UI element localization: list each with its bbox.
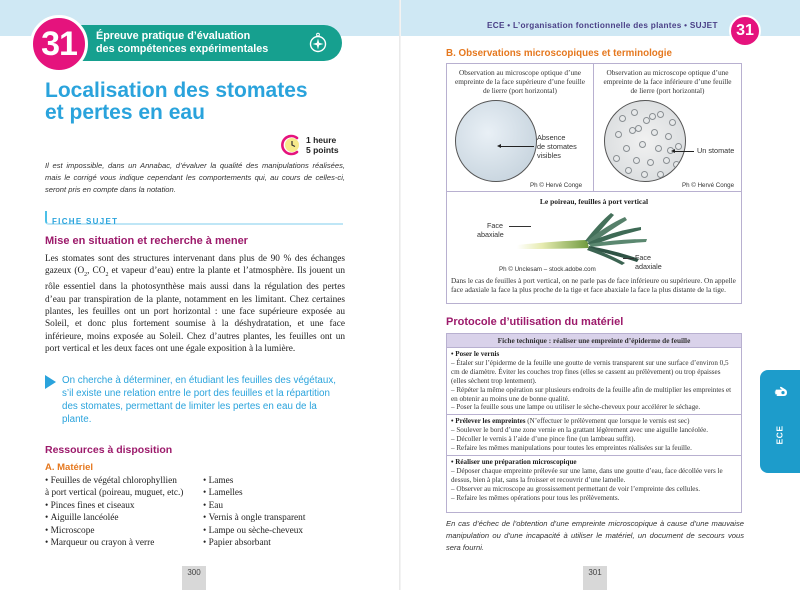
stoma-mark [669, 119, 676, 126]
stoma-mark [649, 113, 656, 120]
step-title: • Réaliser une préparation microscopique [451, 457, 577, 466]
leek-note: Dans le cas de feuilles à port vertical, on ne parle pas de face inférieure ou supérieure. On appelle face adaxiale la face la plus proche de la tige et face abaxiale la face la plus distante de la tige. [451, 276, 736, 295]
duration-points [280, 134, 339, 156]
fiche-sujet-label [45, 211, 343, 225]
stoma-mark [633, 157, 640, 164]
stoma-mark [631, 109, 638, 116]
epreuve-line-2: des compétences expérimentales [96, 43, 269, 55]
micrograph-caption: Observation au microscope optique d’une empreinte de la face supérieure d’une feuille de lierre (port horizontal) [454, 68, 586, 96]
subsection-materiel: A. Matériel [45, 462, 94, 473]
stoma-mark [619, 115, 626, 122]
stoma-mark [623, 145, 630, 152]
list-item: • Vernis à ongle transparent [203, 512, 363, 524]
leek-title: Le poireau, feuilles à port vertical [539, 197, 649, 206]
epreuve-line-1: Épreuve pratique d’évaluation [96, 30, 251, 42]
micrograph-lower-face [594, 64, 741, 192]
stoma-mark [657, 111, 664, 118]
subscript: 2 [105, 272, 109, 279]
label-face-abaxiale [477, 221, 504, 239]
epreuve-banner [70, 25, 342, 61]
step-line: – Soulever le bord d’une zone vernie en la grattant légèrement avec une aiguille lancéolée. [451, 426, 709, 435]
context-text-b: , CO [87, 266, 106, 277]
micrograph-caption: Observation au microscope optique d’une empreinte de la face inférieure d’une feuille de lierre (port horizontal) [603, 68, 732, 96]
stoma-mark [655, 145, 662, 152]
context-text-a: Les stomates sont des structures intervenant dans plus de 90 % des échanges gazeux (O [45, 254, 345, 277]
step-poser-vernis [447, 348, 741, 415]
book-spine [399, 0, 401, 590]
list-item: • Lamelles [203, 487, 363, 499]
chapter-badge-right [729, 15, 761, 47]
step-prelever-empreintes [447, 415, 741, 456]
label-line: Absence [537, 133, 566, 142]
play-arrow-icon [45, 375, 56, 389]
list-item: • Microscope [45, 525, 205, 537]
fiche-technique [446, 333, 742, 513]
stoma-mark [675, 143, 682, 150]
photo-credit: Ph © Unclesam – stock.adobe.com [499, 266, 596, 273]
chapter-badge [30, 15, 88, 73]
micrograph-label [537, 133, 577, 160]
step-title: • Poser le vernis [451, 350, 500, 358]
hand-icon [773, 384, 789, 400]
step-line: – Poser la feuille sous une lampe ou utiliser le sèche-cheveux pour accélérer le séchage. [451, 403, 701, 412]
micrograph-label: Un stomate [697, 146, 735, 155]
ece-side-tab[interactable] [760, 370, 800, 473]
section-heading-ressources: Ressources à disposition [45, 444, 173, 456]
list-item: • Lampe ou sèche-cheveux [203, 525, 363, 537]
question-text: On cherche à déterminer, en étudiant les feuilles des végétaux, s’il existe une relation entre le port des feuilles et la répartition des stomates, permettant de limiter les pertes en eau de la plante. [62, 375, 336, 425]
stoma-mark [641, 171, 648, 178]
subsection-observations: B. Observations microscopiques et terminologie [446, 48, 672, 59]
running-header [487, 21, 718, 30]
points: 5 points [306, 145, 339, 155]
step-line: – Décoller le vernis à l’aide d’une pince fine (un lambeau suffit). [451, 435, 636, 444]
running-header-text: ECE • L’organisation fonctionnelle des plantes • [487, 21, 690, 30]
stoma-mark [665, 133, 672, 140]
timer-icon [280, 134, 302, 156]
stoma-mark [657, 171, 664, 178]
label-face-adaxiale [635, 253, 662, 271]
pointer-line [509, 226, 531, 227]
list-item: • Lames [203, 475, 363, 487]
micrograph-lower-image [604, 100, 686, 182]
stoma-mark [615, 131, 622, 138]
context-text-c: et vapeur d’eau) entre la plante et l’atmosphère. Ils jouent un rôle essentiel dans la photosynthèse mais aussi dans la régulation des pertes d’eau par transpiration de la plante, notamment en les limitant. Chez certaines plantes, les feuilles ont un port horizontal : une face supérieure exposée au Soleil, et donc plus fortement soumise à la déshydratation, et une face inférieure, moins exposée au Soleil. Chez d’autres plantes, les feuilles ont un port vertical et les deux faces ont une égale exposition à la lumière. [45, 266, 345, 354]
epreuve-text [96, 30, 268, 56]
context-paragraph [45, 253, 345, 355]
step-line: – Refaire les mêmes opérations pour tous les prélèvements. [451, 493, 620, 502]
intro-note: Il est impossible, dans un Annabac, d’évaluer la qualité des manipulations réalisées, mais le corrigé vous indique cependant les comportements qui, au cours de celles-ci, seront pris en compte dans la notation. [45, 161, 345, 194]
page-title [45, 80, 308, 124]
list-item: à port vertical (poireau, muguet, etc.) [45, 488, 184, 499]
section-heading-mise: Mise en situation et recherche à mener [45, 235, 248, 247]
step-line: – Étaler sur l’épiderme de la feuille une goutte de vernis transparent sur une surface d’environ 0,5 cm de diamètre. Éviter les couches trop fines (elles se cassent au prélèvement) ou trop épaisses (elles sèchent trop lentement). [451, 358, 729, 385]
step-line: – Déposer chaque empreinte prélevée sur une lame, dans une goutte d’eau, face décollée vers le dessus, bien à plat, sans la froisser et recouvrir d’une lamelle. [451, 466, 723, 484]
title-line-2: et pertes en eau [45, 101, 205, 124]
label-line: visibles [537, 151, 561, 160]
stoma-mark [663, 157, 670, 164]
page-number-right: 301 [583, 566, 607, 590]
section-heading-protocole: Protocole d’utilisation du matériel [446, 316, 624, 328]
list-item: • Eau [203, 500, 363, 512]
stoma-mark [673, 161, 680, 168]
micrograph-upper-image [455, 100, 537, 182]
label-line: abaxiale [477, 230, 504, 239]
chapter-number: 31 [41, 24, 77, 63]
list-item: • Feuilles de végétal chlorophyllien [45, 475, 205, 487]
chapter-number-right: 31 [736, 22, 754, 39]
subscript: 2 [84, 272, 88, 279]
micrograph-upper-face [447, 64, 594, 192]
label-line: adaxiale [635, 262, 662, 271]
list-item: • Papier absorbant [203, 537, 363, 549]
micrograph-row [447, 64, 741, 192]
list-item: • Pinces fines et ciseaux [45, 500, 205, 512]
stoma-mark [639, 141, 646, 148]
page-number-left: 300 [182, 566, 206, 590]
label-line: Face [635, 253, 651, 262]
pointer-line [674, 151, 694, 152]
title-line-1: Localisation des stomates [45, 79, 308, 102]
research-question [45, 374, 345, 426]
materiel-list-1 [45, 475, 205, 549]
step-line: – Refaire les mêmes manipulations pour toutes les empreintes réalisées sur la feuille. [451, 444, 692, 453]
list-item: • Marqueur ou crayon à verre [45, 537, 205, 549]
stoma-mark [651, 129, 658, 136]
list-item: • Aiguille lancéolée [45, 512, 205, 524]
compass-icon [308, 32, 328, 54]
running-header-sujet: SUJET [689, 21, 718, 30]
label-line: Face [487, 221, 503, 230]
step-title-note: (N’effectuer le prélèvement que lorsque le vernis est sec) [525, 417, 690, 426]
step-title: • Prélever les empreintes [451, 417, 526, 426]
step-preparation-microscopique [447, 456, 741, 505]
photo-credit: Ph © Hervé Conge [530, 182, 583, 189]
stoma-mark [647, 159, 654, 166]
stoma-mark [625, 167, 632, 174]
duration: 1 heure [306, 135, 337, 145]
fiche-sujet-text: FICHE SUJET [52, 217, 119, 226]
observations-figure [446, 63, 742, 304]
leek-panel [447, 193, 741, 303]
stoma-mark [635, 125, 642, 132]
fiche-technique-header: Fiche technique : réaliser une empreinte d’épiderme de feuille [447, 334, 741, 348]
photo-credit: Ph © Hervé Conge [682, 182, 735, 189]
pointer-line [623, 258, 634, 259]
step-line: – Observer au microscope au grossissement permettant de voir l’empreinte des cellules. [451, 484, 700, 493]
label-line: de stomates [537, 142, 577, 151]
step-line: – Répéter la même opération sur plusieurs endroits de la feuille afin de multiplier les empreintes et en obtenir au moins une de bonne qualité. [451, 385, 732, 403]
ece-tab-label: ECE [774, 425, 785, 445]
stoma-mark [613, 155, 620, 162]
fallback-note: En cas d’échec de l’obtention d’une empreinte microscopique à cause d’une mauvaise manipulation ou d’une incapacité à utiliser le matériel, un document de secours vous sera fourni. [446, 519, 744, 552]
pointer-line [500, 146, 534, 147]
materiel-list-2 [203, 475, 363, 549]
